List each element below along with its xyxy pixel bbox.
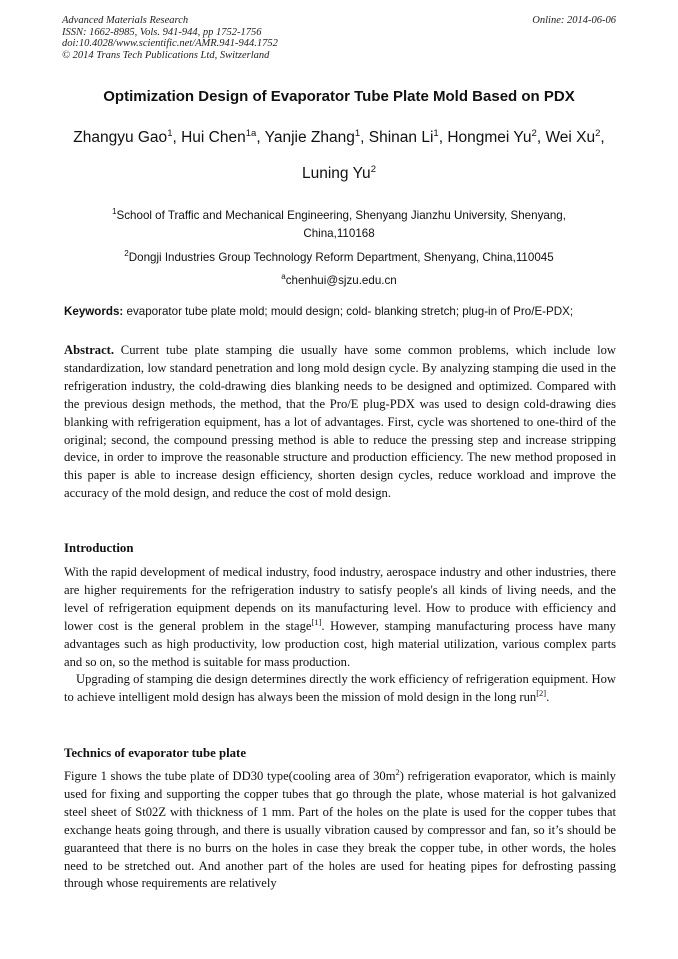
paper-title: Optimization Design of Evaporator Tube Plate Mold Based on PDX [103,88,575,105]
paragraph: Upgrading of stamping die design determines directly the work efficiency of refrigeration equipment. How to achieve intelligent mold design has always been the mission of mold design in the long run[2]. [64,672,616,705]
keywords [64,305,616,318]
author-sup: 2 [531,128,537,139]
author-name: Shinan Li [368,129,434,147]
paragraph: With the rapid development of medical industry, food industry, aerospace industry and other industries, there are higher requirements for the refrigeration industry to satisfy people's all kinds of living needs, and the level of refrigeration equipment depends on its manufacturing level. How to produce with efficiency and lower cost is the general problem in the stage[1]. However, stamping manufacturing process have many advantages such as high productivity, low production cost, high material utilization, various complex parts and so on, so the method is suitable for mass production. [64,565,616,669]
issn-line: ISSN: 1662-8985, Vols. 941-944, pp 1752-1756 [62,26,262,38]
copyright-line: © 2014 Trans Tech Publications Ltd, Switzerland [62,49,270,61]
author-name: Wei Xu [545,129,596,147]
author-sup: 1a [245,128,257,139]
author-line-2 [40,164,638,183]
affiliation-1: $^1$School of Traffic and Mechanical Engineering, Shenyang Jianzhu University, Shenyang, China,110168 [112,207,566,240]
author-name: Zhangyu Gao [73,129,168,147]
citation: [1] [311,616,322,627]
author-sup: 1 [354,128,361,139]
abstract [64,342,616,503]
journal-header [62,15,278,61]
author-line-1: Zhangyu Gao$^1$, Hui Chen$^{1a}$, Yanjie Zhang$^1$, Shinan Li$^1$, Hongmei Yu$^2$, Wei Xu$^2$, [73,128,605,147]
author-name: Yanjie Zhang [264,129,355,147]
abstract-label: Abstract. [64,343,115,357]
section-heading-technics: Technics of evaporator tube plate [64,746,246,760]
journal-name: Advanced Materials Research [62,15,189,26]
author-sup: 1 [167,128,173,139]
author-name: Luning Yu [302,165,371,183]
section-heading-introduction: Introduction [64,541,134,555]
abstract-text: Current tube plate stamping die usually have some common problems, which include low standardization, low standard penetration and long mold design cycle. By analyzing stamping die used in the refrigeration industry, the cold-drawing dies blanking needs to be designed and optimized. Compared with the previous design methods, the method, that the Pro/E plug-PDX was used to design cold-drawing dies blanking with refrigeration equipment, has a lot of advantages. First, cycle was shortened to one-third of the original; second, the compound pressing method is able to reduce the pressing step and increase stripping device, in order to improve the reasonable structure and production efficiency. The new method proposed in this paper is able to increase design efficiency, shorten design cycles, reduce workload and improve the accuracy of the mold design, and reduce the cost of mold design. [64,343,616,501]
author-sup: 1 [433,128,439,139]
introduction-body [64,564,616,707]
doi-line: doi:10.4028/www.scientific.net/AMR.941-944.1752 [62,38,278,50]
citation: [2] [536,688,547,699]
paragraph: Figure 1 shows the tube plate of DD30 type(cooling area of $30m^2$) refrigeration evaporator, which is mainly used for fixing and supporting the copper tubes that go through the plate, whose material is hot galvanized steel sheet of St02Z with thickness of 1 mm. Part of the holes on the plate is used for the copper tubes that exchange heats going through, and there is usually vibration caused by compressor and fan, so it’s should be guaranteed that there is no burrs on the holes in case they break the copper tube, in other words, the holes need to be stretched out. And another part of the holes are used for heating pipes for defrosting passing through whose requirements are relatively [64,766,616,891]
author-sup: 2 [370,164,376,175]
keywords-text: evaporator tube plate mold; mould design; cold- blanking stretch; plug-in of Pro/E-PDX; [123,305,574,318]
keywords-label: Keywords: [64,305,124,318]
author-name: Hongmei Yu [447,129,532,147]
author-name: Hui Chen [181,129,246,147]
author-sup: 2 [595,128,601,139]
author-email: $^a$chenhui@sjzu.edu.cn [281,272,397,287]
affiliation-2: $^2$Dongji Industries Group Technology Reform Department, Shenyang, China,110045 [124,249,554,264]
technics-body [64,768,616,893]
online-date: Online: 2014-06-06 [532,15,616,26]
